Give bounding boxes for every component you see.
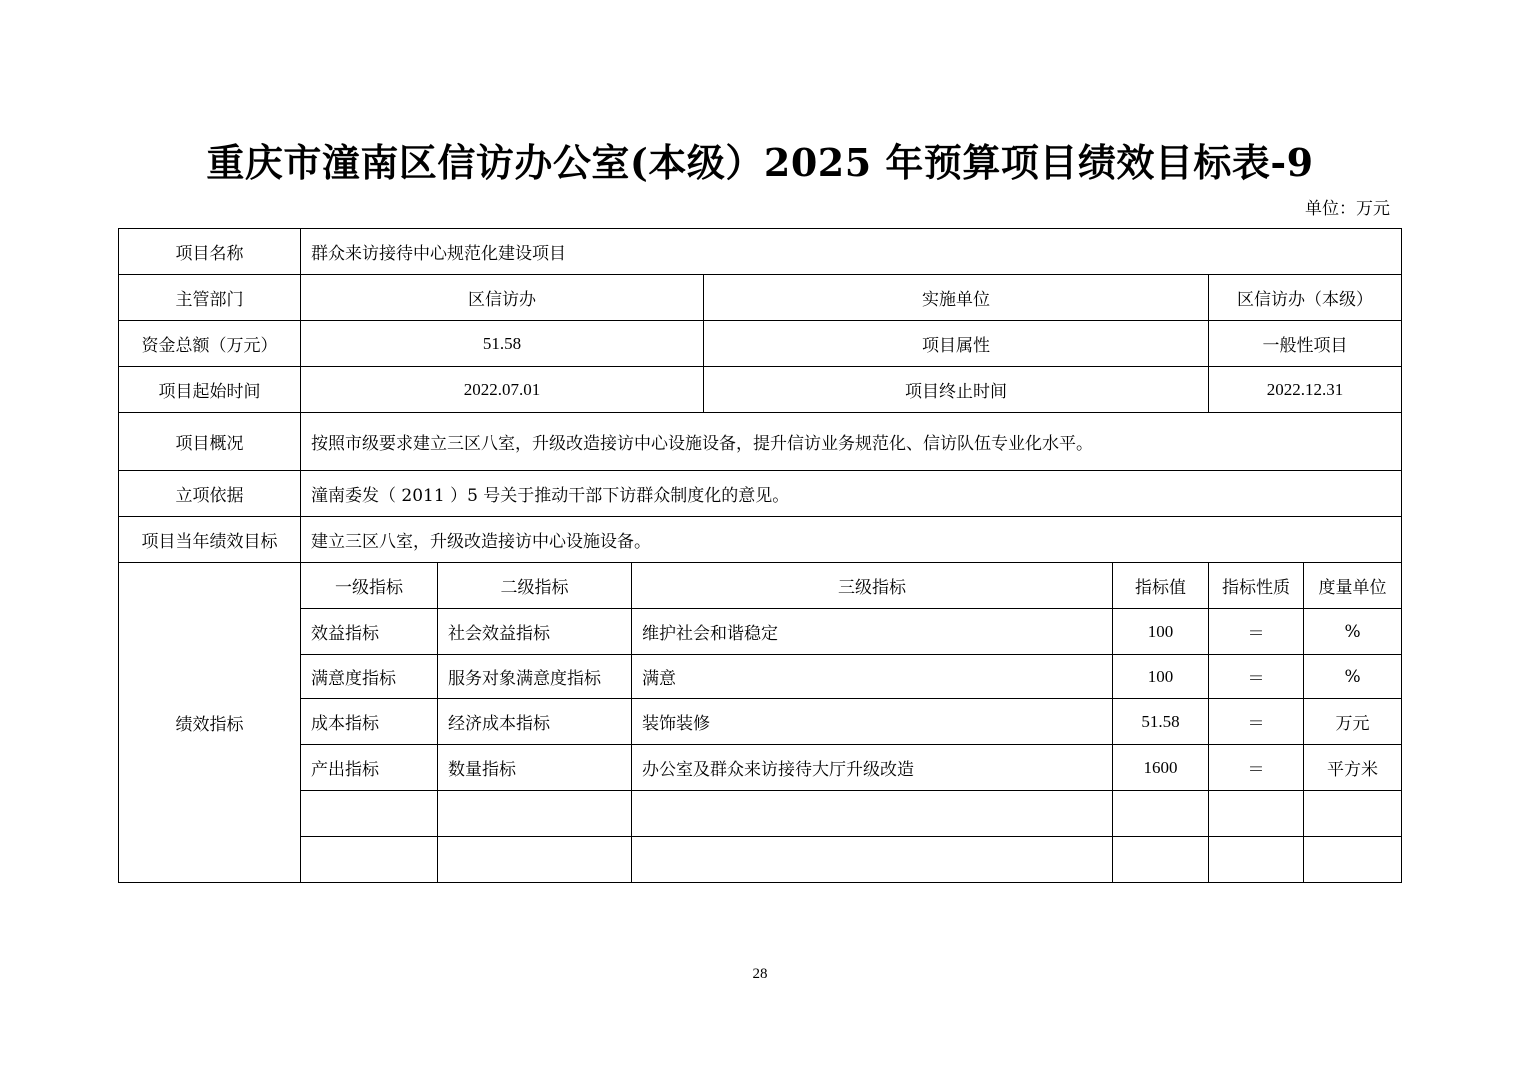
level2-cell: 社会效益指标 [438,609,632,655]
project-name-value: 群众来访接待中心规范化建设项目 [301,229,1402,275]
header-nature: 指标性质 [1209,563,1304,609]
page-number: 28 [752,966,768,982]
nature-cell: ＝ [1209,699,1304,745]
level3-cell [632,837,1113,883]
row-fund [119,321,1402,367]
unit-label: 单位：万元 [1305,199,1390,219]
row-goal [119,517,1402,563]
table-row [119,791,1402,837]
header-value: 指标值 [1113,563,1209,609]
impl-value: 区信访办（本级） [1209,275,1402,321]
level3-cell: 办公室及群众来访接待大厅升级改造 [632,745,1113,791]
end-value: 2022.12.31 [1209,367,1402,413]
unit-cell [1304,837,1402,883]
value-cell: 51.58 [1113,699,1209,745]
level3-cell: 满意 [632,655,1113,699]
start-value: 2022.07.01 [301,367,704,413]
level1-cell: 满意度指标 [301,655,438,699]
indicators-section-label: 绩效指标 [119,563,301,883]
goal-value: 建立三区八室，升级改造接访中心设施设备。 [301,517,1402,563]
table-row [119,699,1402,745]
basis-value: 潼南委发（ 2011 ）5 号关于推动干部下访群众制度化的意见。 [301,471,1402,517]
attr-value: 一般性项目 [1209,321,1402,367]
level2-cell: 服务对象满意度指标 [438,655,632,699]
unit-cell: 平方米 [1304,745,1402,791]
row-basis [119,471,1402,517]
page-title: 重庆市潼南区信访办公室(本级）2025 年预算项目绩效目标表-9 [206,140,1314,185]
level2-cell: 数量指标 [438,745,632,791]
unit-cell [1304,791,1402,837]
overview-value: 按照市级要求建立三区八室，升级改造接访中心设施设备，提升信访业务规范化、信访队伍专业化水平。 [301,413,1402,471]
level1-cell: 产出指标 [301,745,438,791]
goal-label: 项目当年绩效目标 [119,517,301,563]
level2-cell [438,791,632,837]
table-row [119,837,1402,883]
table-row [119,655,1402,699]
level2-cell: 经济成本指标 [438,699,632,745]
value-cell: 100 [1113,655,1209,699]
table-row [119,609,1402,655]
nature-cell: ＝ [1209,745,1304,791]
overview-label: 项目概况 [119,413,301,471]
value-cell [1113,791,1209,837]
performance-table [118,228,1402,883]
row-department [119,275,1402,321]
level3-cell [632,791,1113,837]
nature-cell [1209,837,1304,883]
level1-cell [301,791,438,837]
row-dates [119,367,1402,413]
level2-cell [438,837,632,883]
table-row [119,745,1402,791]
unit-cell: % [1304,655,1402,699]
unit-cell: 万元 [1304,699,1402,745]
project-name-label: 项目名称 [119,229,301,275]
fund-label: 资金总额（万元） [119,321,301,367]
header-level3: 三级指标 [632,563,1113,609]
attr-label: 项目属性 [704,321,1209,367]
header-level1: 一级指标 [301,563,438,609]
value-cell: 100 [1113,609,1209,655]
value-cell [1113,837,1209,883]
header-unit: 度量单位 [1304,563,1402,609]
row-overview [119,413,1402,471]
end-label: 项目终止时间 [704,367,1209,413]
indicator-header-row [119,563,1402,609]
row-project-name [119,229,1402,275]
dept-label: 主管部门 [119,275,301,321]
nature-cell: ＝ [1209,609,1304,655]
header-level2: 二级指标 [438,563,632,609]
start-label: 项目起始时间 [119,367,301,413]
basis-label: 立项依据 [119,471,301,517]
level1-cell [301,837,438,883]
nature-cell [1209,791,1304,837]
nature-cell: ＝ [1209,655,1304,699]
level1-cell: 效益指标 [301,609,438,655]
impl-label: 实施单位 [704,275,1209,321]
level3-cell: 维护社会和谐稳定 [632,609,1113,655]
unit-cell: % [1304,609,1402,655]
level3-cell: 装饰装修 [632,699,1113,745]
fund-value: 51.58 [301,321,704,367]
dept-value: 区信访办 [301,275,704,321]
level1-cell: 成本指标 [301,699,438,745]
value-cell: 1600 [1113,745,1209,791]
